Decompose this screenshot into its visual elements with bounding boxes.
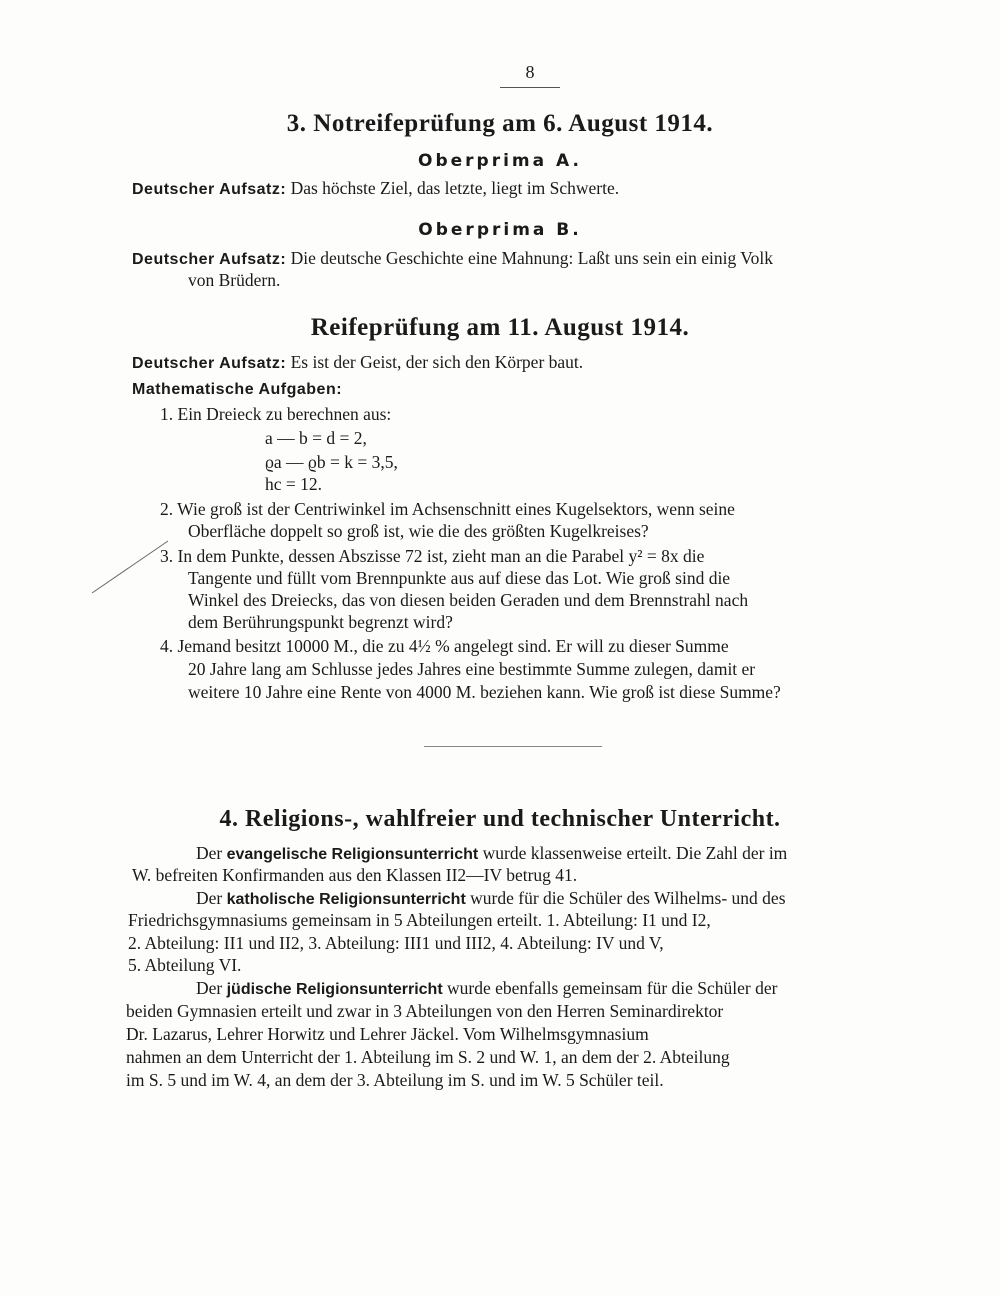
task-2-line-2: Oberfläche doppelt so groß ist, wie die des größten Kugelkreises?	[188, 521, 649, 541]
task-1-line-3: ϱa — ϱb = k = 3,5,	[265, 452, 398, 472]
p1-post: wurde klassenweise erteilt. Die Zahl der im	[478, 843, 788, 863]
task-4-line-3: weitere 10 Jahre eine Rente von 4000 M. beziehen kann. Wie groß ist diese Summe?	[188, 682, 781, 702]
aufsatz-label: Deutscher Aufsatz:	[132, 355, 287, 372]
p3-line-2: beiden Gymnasien erteilt und zwar in 3 Abteilungen von den Herren Seminardirektor	[126, 1001, 724, 1021]
p1-line-1	[196, 843, 787, 864]
p2-line-1	[196, 888, 786, 909]
page-number: 8	[500, 62, 560, 88]
p2-line-4: 5. Abteilung VI.	[128, 955, 242, 975]
reife-heading: Reifeprüfung am 11. August 1914.	[310, 314, 690, 341]
task-4-line-1: 4. Jemand besitzt 10000 M., die zu 4½ % angelegt sind. Er will zu dieser Summe	[160, 636, 729, 656]
task-1-line-1: 1. Ein Dreieck zu berechnen aus:	[160, 404, 392, 424]
oberprima-b-title: Oberprima B.	[418, 220, 582, 240]
p3-emphasis: jüdische Religionsunterricht	[226, 981, 443, 998]
p3-line-1	[196, 978, 777, 999]
math-label: Mathematische Aufgaben:	[132, 381, 343, 398]
p2-post: wurde für die Schüler des Wilhelms- und des	[465, 888, 786, 908]
p2-line-3: 2. Abteilung: II1 und II2, 3. Abteilung: III1 und III2, 4. Abteilung: IV und V,	[128, 933, 664, 953]
aufsatz-label: Deutscher Aufsatz:	[132, 251, 287, 268]
p2-emphasis: katholische Religionsunterricht	[226, 891, 466, 908]
aufsatz-text: Es ist der Geist, der sich den Körper baut.	[290, 352, 584, 372]
p2-line-2: Friedrichsgymnasiums gemeinsam in 5 Abteilungen erteilt. 1. Abteilung: I1 und I2,	[128, 910, 711, 930]
task-1-line-2: a — b = d = 2,	[265, 428, 367, 448]
pencil-mark-icon	[0, 0, 200, 620]
p2-pre: Der	[196, 888, 227, 908]
task-3-line-1: 3. In dem Punkte, dessen Abszisse 72 ist, zieht man an die Parabel y² = 8x die	[160, 546, 705, 566]
p3-line-5: im S. 5 und im W. 4, an dem der 3. Abteilung im S. und im W. 5 Schüler teil.	[126, 1070, 664, 1090]
p3-line-3: Dr. Lazarus, Lehrer Horwitz und Lehrer Jäckel. Vom Wilhelmsgymnasium	[126, 1024, 649, 1044]
oberprima-b-line	[132, 248, 773, 269]
task-1-line-4: hc = 12.	[265, 474, 323, 494]
oberprima-a-title: Oberprima A.	[418, 151, 582, 171]
aufsatz-label: Deutscher Aufsatz:	[132, 181, 287, 198]
task-4-line-2: 20 Jahre lang am Schlusse jedes Jahres eine bestimmte Summe zulegen, damit er	[188, 659, 756, 679]
section-divider	[424, 746, 602, 747]
p1-emphasis: evangelische Religionsunterricht	[226, 846, 479, 863]
oberprima-a-line	[132, 178, 619, 199]
section-4-heading: 4. Religions-, wahlfreier und technischer Unterricht.	[219, 806, 781, 832]
aufsatz-text: Die deutsche Geschichte eine Mahnung: Laßt uns sein ein einig Volk	[290, 248, 774, 268]
aufsatz-text: Das höchste Ziel, das letzte, liegt im Schwerte.	[290, 178, 620, 198]
p3-post: wurde ebenfalls gemeinsam für die Schüler der	[442, 978, 778, 998]
section-3-heading: 3. Notreifeprüfung am 6. August 1914.	[286, 110, 714, 137]
oberprima-b-line-2: von Brüdern.	[188, 270, 281, 290]
p1-line-2: W. befreiten Konfirmanden aus den Klassen II2—IV betrug 41.	[132, 865, 578, 885]
task-3-line-4: dem Berührungspunkt begrenzt wird?	[188, 612, 453, 632]
task-3-line-2: Tangente und füllt vom Brennpunkte aus auf diese das Lot. Wie groß sind die	[188, 568, 731, 588]
p1-pre: Der	[196, 843, 227, 863]
p3-line-4: nahmen an dem Unterricht der 1. Abteilung im S. 2 und W. 1, an dem der 2. Abteilung	[126, 1047, 730, 1067]
task-3-line-3: Winkel des Dreiecks, das von diesen beiden Geraden und dem Brennstrahl nach	[188, 590, 749, 610]
task-2-line-1: 2. Wie groß ist der Centriwinkel im Achsenschnitt eines Kugelsektors, wenn seine	[160, 499, 735, 519]
p3-pre: Der	[196, 978, 227, 998]
